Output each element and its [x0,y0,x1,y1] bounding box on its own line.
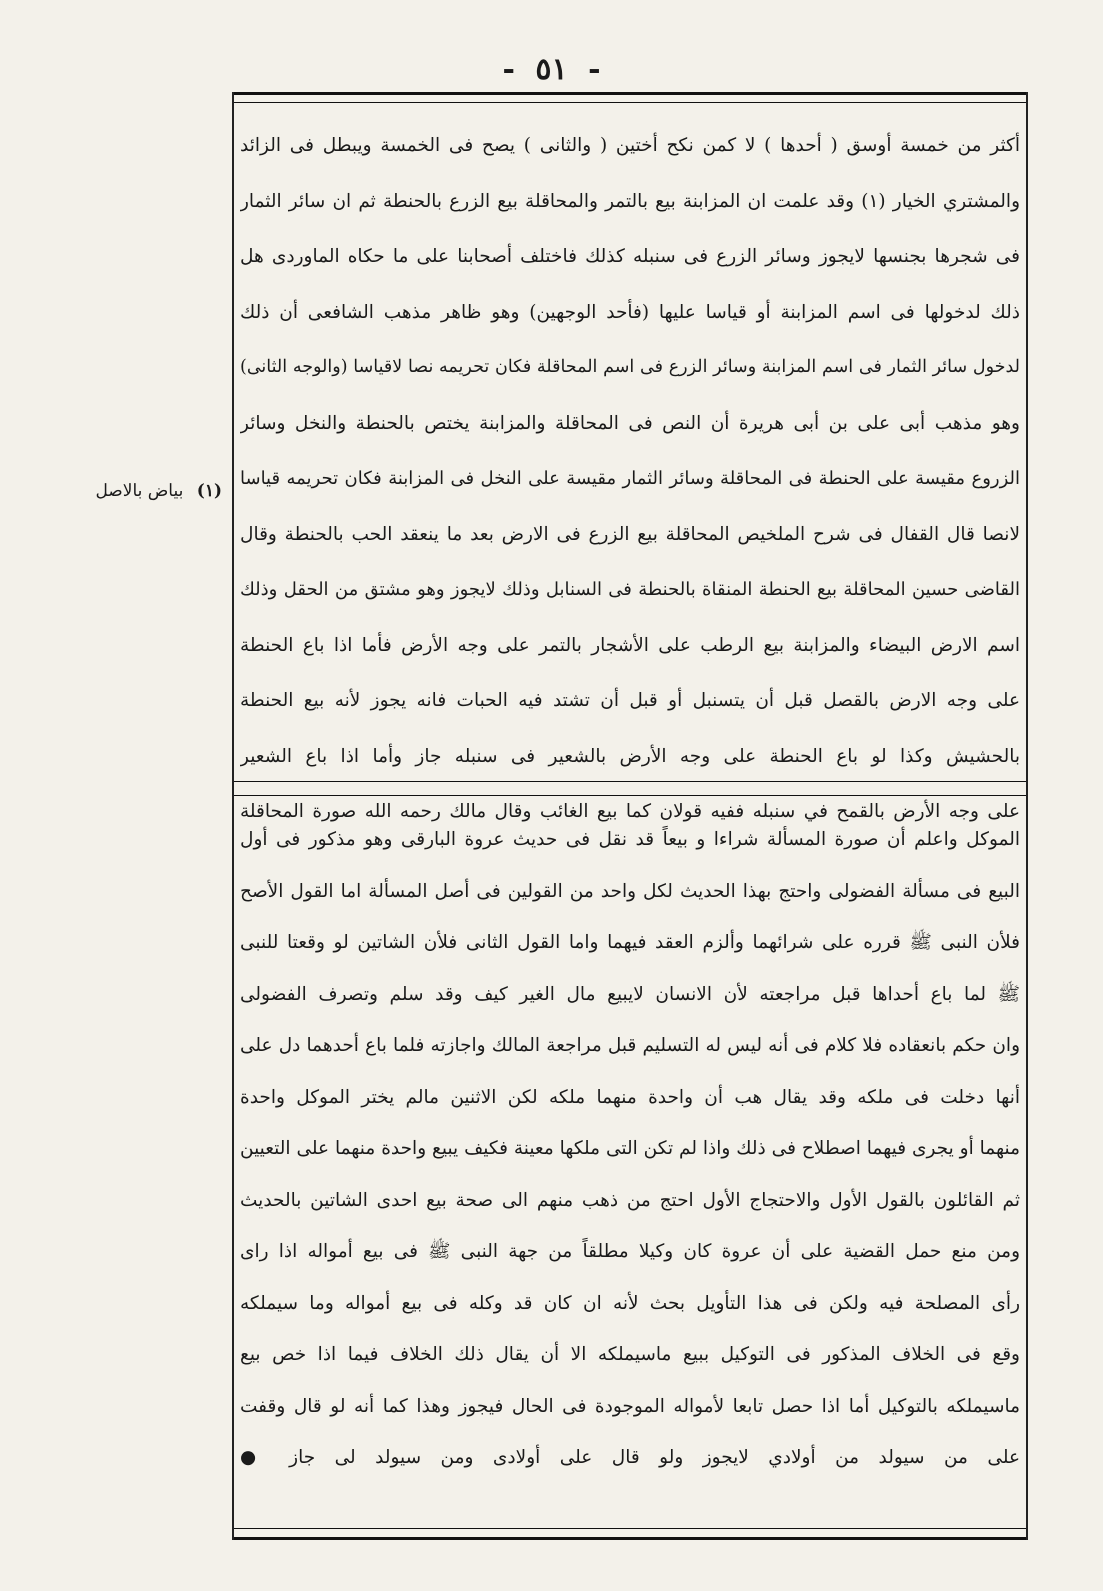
main-text-line: القاضى حسين المحاقلة بيع الحنطة المنقاة بالحنطة فى السنابل وذلك لايجوز وهو مشتق من الحقل وذلك [240,579,1020,600]
commentary-text-line: وقع فى الخلاف المذكور فى التوكيل ببيع ماسيملكه الا أن يقال ذلك الخلاف فيما اذا خص بيع [240,1344,1020,1365]
bottom-rule-thin [232,1528,1028,1529]
commentary-text-line: على من سيولد من أولادي لايجوز ولو قال على أولادى ومن سيولد لى جاز ● [240,1447,1020,1468]
commentary-text-line: أنها دخلت فى ملكه وقد يقال هب أن واحدة منهما ملكه لكن الاثنين مالم يختر الموكل واحدة [240,1086,1020,1108]
page-number [0,52,1103,87]
main-text-line: ذلك لدخولها فى اسم المزابنة أو قياسا عليها (فأحد الوجهين) وهو ظاهر مذهب الشافعى أن ذلك [240,301,1020,323]
commentary-text-line: وان حكم بانعقاده فلا كلام فى أنه ليس له التسليم قبل مراجعة المالك واجازته فلما باع أحدهما دل على [240,1035,1020,1056]
top-rule-thick [232,92,1028,95]
main-text-line: على وجه الأرض بالقمح في سنبله ففيه قولان كما بيع الغائب وقال مالك رحمه الله صورة المحاقلة [240,801,1020,822]
commentary-text-line: رأى المصلحة فيه ولكن فى هذا التأويل بحث لأنه ان كان قد وكله فى بيع أمواله وما سيملكه [240,1292,1020,1314]
page-number-value: ٥١ [535,52,568,87]
main-text-line: والمشتري الخيار (١) وقد علمت ان المزابنة بيع بالتمر والمحاقلة بيع الزرع بالحنطة ثم ان سائر الثمار [240,190,1020,212]
main-text-line: بالحشيش وكذا لو باع الحنطة على وجه الأرض بالشعير فى سنبله جاز وأما اذا باع الشعير [240,745,1020,767]
main-text [240,118,1020,840]
main-text-line: أكثر من خمسة أوسق ( أحدها ) لا كمن نكح أختين ( والثانى ) يصح فى الخمسة ويبطل فى الزائد [240,135,1020,156]
commentary-text-line: ثم القائلون بالقول الأول والاحتجاج الأول احتج من ذهب منهم الى صحة بيع احدى الشاتين بالحديث [240,1189,1020,1211]
margin-footnote-text: بياض بالاصل [95,481,184,501]
commentary-text-line: ماسيملكه بالتوكيل أما اذا حصل تابعا لأمواله الموجودة فى الحال فيجوز وهذا كما أنه لو قال وقفت [240,1395,1020,1417]
main-text-line: فى شجرها بجنسها لايجوز وسائر الزرع فى سنبله كذلك فاختلف أصحابنا على ما حكاه الماوردى هل [240,246,1020,267]
frame-left-border [232,92,234,1540]
commentary-text-line: منهما أو يجرى فيهما اصطلاح فى ذلك واذا لم تكن التى ملكها معينة فكيف يبيع واحدة منهما على التعيين [240,1138,1020,1159]
main-text-line: اسم الارض البيضاء والمزابنة بيع الرطب على الأشجار بالتمر على وجه الأرض فأما اذا باع الحنطة [240,634,1020,656]
main-text-line: لدخول سائر الثمار فى اسم المزابنة وسائر الزرع فى اسم المحاقلة فكان تحريمه نصا لاقياسا (والوجه الثانى) [240,357,1020,377]
margin-footnote-number: (١) [196,481,222,501]
main-text-line: وهو مذهب أبى على بن أبى هريرة أن النص فى المحاقلة والمزابنة يختص بالحنطة والنخل وسائر [240,412,1020,434]
commentary-text-line: البيع فى مسألة الفضولى واحتج بهذا الحديث لكل واحد من القولين فى أصل المسألة اما القول الأصح [240,880,1020,902]
main-text-line: الزروع مقيسة على الحنطة فى المحاقلة وسائر الثمار مقيسة على النخل فى المزابنة فكان تحريمه قياسا [240,468,1020,489]
commentary-text [240,814,1020,1484]
commentary-text-line: ومن منع حمل القضية على أن عروة كان وكيلا مطلقاً من جهة النبى ﷺ فى بيع أمواله اذا راى [240,1241,1020,1262]
commentary-text-line: فلأن النبى ﷺ قرره على شرائهما وألزم العقد فيهما واما القول الثانى فلأن الشاتين لو وقعتا للنبى [240,932,1020,953]
main-text-line: على وجه الارض بالقصل قبل أن يتسنبل أو قبل أن تشتد فيه الحبات فانه يجوز لأنه بيع الحنطة [240,690,1020,711]
page-number-dash-left: - [502,52,515,87]
frame-right-border [1026,92,1028,1540]
main-text-line: لانصا قال القفال فى شرح الملخيص المحاقلة بيع الزرع فى الارض بعد ما ينعقد الحب بالحنطة وقال [240,523,1020,545]
page-number-dash-right: - [588,52,601,87]
bottom-rule-thick [232,1537,1028,1540]
page-frame [232,92,1028,1540]
top-rule-thin [232,102,1028,103]
margin-footnote [52,481,222,501]
commentary-text-line: الموكل واعلم أن صورة المسألة شراءا و بيعاً قد نقل فى حديث عروة البارقى وهو مذكور فى أول [240,829,1020,850]
commentary-text-line: ﷺ لما باع أحداها قبل مراجعته لأن الانسان لايبيع مال الغير كيف وقد سلم وتصرف الفضولى [240,983,1020,1005]
